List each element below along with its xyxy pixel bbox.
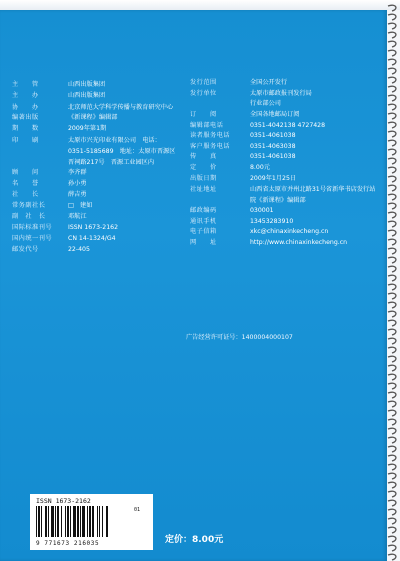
- right-info-block: [190, 78, 376, 248]
- coil-loop: [388, 14, 396, 20]
- coil-loop: [388, 266, 396, 272]
- barcode-bar: [51, 506, 54, 537]
- field-label: 协 办: [12, 104, 39, 111]
- barcode-bar: [77, 506, 79, 537]
- barcode-digits: 9 771673 216035: [36, 540, 100, 547]
- coil-loop: [388, 491, 396, 497]
- field-value: xkc@chinaxinkecheng.cn: [250, 228, 329, 236]
- coil-loop: [388, 410, 396, 416]
- barcode-bar: [89, 506, 91, 537]
- right-block-row: [190, 227, 376, 238]
- field-label: 出版日期: [190, 174, 217, 182]
- field-value: 邓航江: [68, 213, 87, 221]
- field-value: 0351-4061038: [250, 132, 296, 140]
- left-block-row: [12, 190, 178, 201]
- left-block-row: [12, 91, 178, 102]
- barcode-issn: ISSN 1673-2162: [36, 497, 91, 505]
- field-label: 常务副社长: [12, 202, 46, 210]
- field-label: 社址地址: [190, 185, 217, 193]
- field-value: 030001: [250, 207, 274, 215]
- right-block-row: [190, 206, 376, 217]
- field-value: 0351-4061038: [250, 153, 296, 161]
- coil-loop: [388, 455, 396, 461]
- left-block-row: [12, 212, 178, 223]
- field-value: 22-405: [68, 246, 90, 254]
- right-block-row: [190, 142, 376, 153]
- coil-loop: [388, 347, 396, 353]
- coil-loop: [388, 95, 396, 101]
- left-block-row: [12, 135, 178, 168]
- field-value: 行业部公司: [250, 100, 281, 108]
- barcode-bar: [38, 506, 40, 537]
- spiral-binding: [386, 0, 400, 561]
- coil-loop: [388, 77, 396, 83]
- coil-loop: [388, 383, 396, 389]
- field-value: 薛吉勇: [68, 191, 87, 199]
- barcode-bar: [48, 506, 49, 537]
- left-block-row: [12, 80, 178, 91]
- coil-loop: [388, 86, 396, 92]
- field-label: 网 址: [190, 238, 217, 246]
- left-block-row: [12, 124, 178, 135]
- coil-loop: [388, 185, 396, 191]
- coil-loop: [388, 284, 396, 290]
- coil-loop: [388, 392, 396, 398]
- right-block-row: [190, 120, 376, 131]
- coil-loop: [388, 113, 396, 119]
- coil-loop: [388, 5, 396, 11]
- coil-loop: [388, 68, 396, 74]
- right-block-row: [190, 217, 376, 228]
- coil-loop: [388, 212, 396, 218]
- coil-loop: [388, 176, 396, 182]
- left-block-row: [12, 168, 178, 179]
- field-value: 孙小勇: [68, 180, 87, 188]
- coil-loop: [388, 221, 396, 227]
- coil-loop: [388, 311, 396, 317]
- barcode-bar: [92, 506, 94, 537]
- ad-license: 广告经营许可证号：1400004000107: [186, 334, 293, 341]
- coil-loop: [388, 140, 396, 146]
- coil-loop: [388, 23, 396, 29]
- field-value: 13453283910: [250, 217, 294, 225]
- barcode-bar: [67, 506, 69, 537]
- field-label: 顾 问: [12, 169, 39, 177]
- coil-loop: [388, 230, 396, 236]
- field-value: 太原市兴光印业有限公司 电话：0351-5185689 地址：太原市晋源区晋祠路217号 晋源工业园区内: [68, 137, 176, 166]
- field-label: 通讯手机: [190, 217, 217, 225]
- left-block-row: [12, 102, 178, 113]
- field-value: 2009年第1期: [68, 125, 107, 133]
- barcode-bar: [70, 506, 71, 537]
- barcode-bar: [57, 506, 59, 537]
- coil-loop: [388, 374, 396, 380]
- field-value: http://www.chinaxinkecheng.cn: [250, 238, 348, 246]
- field-label: 编辑部电话: [190, 121, 224, 129]
- back-cover: [0, 10, 387, 561]
- coil-loop: [388, 293, 396, 299]
- field-value: 全国公开发行: [250, 79, 288, 87]
- field-label: 主 办: [12, 92, 39, 100]
- barcode-bar: [99, 506, 100, 537]
- field-label: 定 价: [190, 163, 217, 171]
- coil-loop: [388, 545, 396, 551]
- coil-loop: [388, 50, 396, 56]
- field-value: 山西出版集团: [68, 92, 106, 100]
- right-block-row: [190, 184, 376, 206]
- coil-loop: [388, 338, 396, 344]
- left-info-block: [12, 80, 178, 256]
- field-label: 电子信箱: [190, 228, 217, 236]
- coil-loop: [388, 41, 396, 47]
- coil-loop: [388, 131, 396, 137]
- coil-loop: [388, 473, 396, 479]
- field-value: CN 14-1324/G4: [68, 235, 116, 243]
- right-block-row: [190, 152, 376, 163]
- coil-loop: [388, 428, 396, 434]
- coil-loop: [388, 401, 396, 407]
- field-value: 2009年1月25日: [250, 174, 297, 182]
- left-block-row: [12, 113, 178, 124]
- barcode-bar: [65, 506, 66, 537]
- field-label: 邮政编码: [190, 207, 217, 215]
- field-value: 太原市邮政报刊发行局: [250, 89, 312, 97]
- price-label: 定价：8.00元: [165, 535, 224, 545]
- right-block-row: [190, 173, 376, 184]
- barcode-bar: [45, 506, 47, 537]
- coil-loop: [388, 419, 396, 425]
- coil-loop: [388, 320, 396, 326]
- field-label: 编著出版: [12, 114, 39, 122]
- left-block-row: [12, 223, 178, 234]
- coil-loop: [388, 500, 396, 506]
- field-value: 山西省太原市并州北路31号省新华书店发行站院《新课程》编辑部: [250, 185, 376, 204]
- coil-loop: [388, 122, 396, 128]
- right-block-row: [190, 89, 376, 100]
- field-value: 全国各地邮局订阅: [250, 110, 300, 118]
- right-block-row: [190, 110, 376, 121]
- coil-loop: [388, 464, 396, 470]
- barcode-addon: 01: [134, 507, 141, 513]
- field-label: 国际标准刊号: [12, 224, 53, 232]
- coil-loop: [388, 203, 396, 209]
- coil-loop: [388, 365, 396, 371]
- coil-loop: [388, 482, 396, 488]
- field-label: 主 管: [12, 81, 39, 89]
- right-block-row: [190, 99, 376, 110]
- barcode-label: [30, 494, 153, 550]
- field-value: 0351-4042138 4727428: [250, 121, 326, 129]
- barcode-bar: [97, 506, 98, 537]
- coil-loop: [388, 275, 396, 281]
- field-value: 8.00元: [250, 163, 270, 171]
- field-value: ISSN 1673-2162: [68, 224, 119, 232]
- field-value: 北京师范大学科学传播与教育研究中心: [68, 104, 174, 111]
- coil-loop: [388, 437, 396, 443]
- coil-loop: [388, 167, 396, 173]
- right-block-row: [190, 163, 376, 174]
- coil-loop: [388, 248, 396, 254]
- field-label: 邮发代号: [12, 246, 39, 254]
- barcode-bar: [80, 506, 81, 537]
- field-label: 名 誉: [12, 180, 39, 188]
- coil-loop: [388, 518, 396, 524]
- coil-loop: [388, 32, 396, 38]
- field-label: 读者服务电话: [190, 132, 231, 140]
- coil-loop: [388, 257, 396, 263]
- coil-loop: [388, 509, 396, 515]
- coil-loop: [388, 104, 396, 110]
- coil-loop: [388, 446, 396, 452]
- field-label: 副 社 长: [12, 213, 46, 221]
- field-value: 0351-4063038: [250, 142, 296, 150]
- field-value: □ 建如: [68, 202, 93, 210]
- field-value: 李齐群: [68, 169, 87, 177]
- field-label: 期 数: [12, 125, 39, 133]
- left-block-row: [12, 179, 178, 190]
- coil-loop: [388, 356, 396, 362]
- coil-loop: [388, 554, 396, 560]
- coil-loop: [388, 329, 396, 335]
- field-label: 传 真: [190, 153, 217, 161]
- right-block-row: [190, 78, 376, 89]
- field-label: 客户服务电话: [190, 142, 231, 150]
- barcode-bar: [87, 506, 88, 537]
- field-label: 订 阅: [190, 110, 217, 118]
- binding-strip: [0, 0, 400, 10]
- field-label: 社 长: [12, 191, 39, 199]
- left-block-row: [12, 201, 178, 212]
- left-block-row: [12, 234, 178, 245]
- right-block-row: [190, 131, 376, 142]
- barcode-bar: [41, 506, 42, 537]
- coil-loop: [388, 158, 396, 164]
- left-block-row: [12, 245, 178, 256]
- coil-loop: [388, 536, 396, 542]
- coil-loop: [388, 239, 396, 245]
- field-label: 发行单位: [190, 89, 217, 97]
- barcode-bar: [55, 506, 56, 537]
- field-label: 发行范围: [190, 79, 217, 87]
- coil-loop: [388, 194, 396, 200]
- barcode-bar: [102, 506, 103, 537]
- barcode-bar: [106, 506, 108, 537]
- barcode-bar: [82, 506, 85, 537]
- field-value: 山西出版集团: [68, 81, 106, 89]
- field-value: 《新课程》编辑部: [68, 114, 118, 122]
- barcode-bar: [73, 506, 76, 537]
- field-label: 国内统一刊号: [12, 235, 53, 243]
- barcode-bar: [36, 506, 37, 537]
- coil-loop: [388, 527, 396, 533]
- coil-loop: [388, 302, 396, 308]
- barcode-bars: [36, 506, 132, 539]
- coil-loop: [388, 149, 396, 155]
- barcode-bar: [61, 506, 62, 537]
- field-label: 印 刷: [12, 137, 39, 144]
- coil-loop: [388, 59, 396, 65]
- right-block-row: [190, 238, 376, 249]
